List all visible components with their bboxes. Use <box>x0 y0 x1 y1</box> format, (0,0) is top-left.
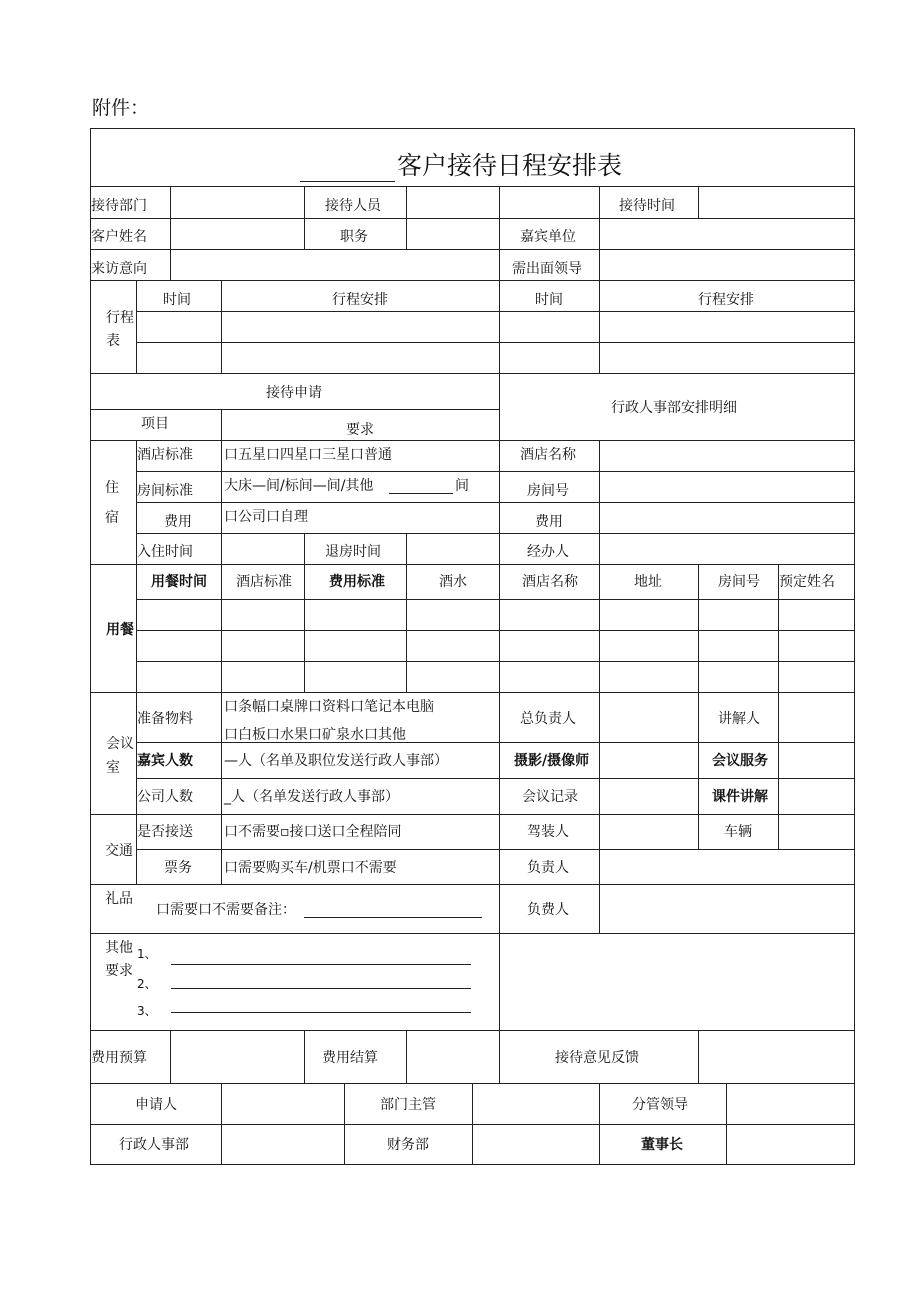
vline <box>499 692 500 884</box>
vline <box>499 933 500 1030</box>
vline <box>698 1030 699 1083</box>
dining-header-6: 房间号 <box>718 574 760 590</box>
pickup-options[interactable]: 口不需要▫接口送口全程陪同 <box>224 824 402 840</box>
hline <box>136 778 855 779</box>
ticket-options[interactable]: 口需要购买车/机票口不需要 <box>224 860 397 876</box>
dining-section: 用餐 <box>106 622 134 638</box>
label-fee: 费用 <box>164 514 192 530</box>
vline <box>406 533 407 564</box>
label-requirement: 要求 <box>346 422 374 438</box>
vline <box>599 692 600 884</box>
other-item-1: 1、 <box>137 947 157 961</box>
attachment-label: 附件： <box>92 97 150 119</box>
label-staff: 接待人员 <box>325 198 381 214</box>
vline <box>170 1030 171 1083</box>
hline <box>136 630 855 631</box>
other-item-2: 2、 <box>137 977 157 991</box>
label-driver: 驾装人 <box>527 824 569 840</box>
hline <box>136 849 855 850</box>
vline <box>221 440 222 564</box>
vline <box>499 564 500 692</box>
vline <box>599 186 600 280</box>
vline <box>599 440 600 564</box>
label-division-leader: 分管领导 <box>632 1097 688 1113</box>
label-hotel-std: 酒店标准 <box>137 447 193 463</box>
dining-header-7: 预定姓名 <box>779 574 835 590</box>
hline <box>136 502 855 503</box>
itinerary-plan-2: 行程安排 <box>698 292 754 308</box>
itinerary-section-1: 行程 <box>106 310 134 326</box>
label-leader: 需出面领导 <box>512 261 582 277</box>
vline <box>698 564 699 692</box>
hline <box>136 661 855 662</box>
other-item-3-blank[interactable] <box>171 1012 471 1013</box>
label-room-std: 房间标准 <box>137 483 193 499</box>
room-unit: 间 <box>455 478 469 494</box>
vline <box>698 186 699 218</box>
company-note[interactable]: _人（名单发送行政人事部） <box>224 789 399 805</box>
label-applicant: 申请人 <box>135 1097 177 1113</box>
gift-options[interactable]: 口需要口不需要备注： <box>156 902 296 918</box>
hline <box>136 311 855 312</box>
form-title <box>300 150 622 182</box>
label-vehicle: 车辆 <box>724 824 752 840</box>
transport-section: 交通 <box>105 843 133 859</box>
other-item-2-blank[interactable] <box>171 988 471 989</box>
itinerary-plan-1: 行程安排 <box>332 292 388 308</box>
hline <box>136 599 855 600</box>
vline <box>472 1083 473 1165</box>
hline <box>90 1030 855 1031</box>
label-guest-unit: 嘉宾单位 <box>520 229 576 245</box>
label-finance: 财务部 <box>387 1137 429 1153</box>
label-checkout: 退房时间 <box>325 544 381 560</box>
hline <box>136 342 855 343</box>
label-position: 职务 <box>340 229 368 245</box>
label-speaker: 讲解人 <box>718 711 760 727</box>
lodging-section-1: 住 <box>105 480 119 496</box>
vline <box>499 280 500 373</box>
label-owner: 负责人 <box>527 860 569 876</box>
hline <box>90 218 855 219</box>
label-dept-head: 部门主管 <box>380 1097 436 1113</box>
vline <box>726 1083 727 1165</box>
vline <box>170 186 171 280</box>
vline <box>406 564 407 692</box>
vline <box>304 1030 305 1083</box>
label-purpose: 来访意向 <box>91 261 147 277</box>
vline <box>499 186 500 280</box>
fee-options[interactable]: 口公司口自理 <box>224 509 308 525</box>
itinerary-section-2: 表 <box>106 333 120 349</box>
vline <box>221 409 222 440</box>
vline <box>599 564 600 692</box>
itinerary-time-2: 时间 <box>535 292 563 308</box>
room-count-blank[interactable] <box>389 493 453 494</box>
vline <box>304 186 305 249</box>
label-hotel-name: 酒店名称 <box>520 447 576 463</box>
label-handler: 经办人 <box>527 544 569 560</box>
vline <box>698 692 699 849</box>
vline <box>344 1083 345 1165</box>
dining-header-3: 酒水 <box>439 574 467 590</box>
vline <box>221 692 222 884</box>
label-checkin: 入住时间 <box>137 544 193 560</box>
hline <box>90 249 855 250</box>
label-admin-detail: 行政人事部安排明细 <box>611 400 737 416</box>
gift-note-blank[interactable] <box>304 917 482 918</box>
hotel-std-options[interactable]: 口五星口四星口三星口普通 <box>224 447 392 463</box>
vline <box>599 1083 600 1165</box>
label-chairman: 董事长 <box>641 1137 683 1153</box>
label-time: 接待时间 <box>619 198 675 214</box>
label-pickup: 是否接送 <box>137 824 193 840</box>
label-guests: 嘉宾人数 <box>137 753 193 769</box>
hline <box>90 440 855 441</box>
vline <box>599 884 600 933</box>
hline <box>90 564 855 565</box>
other-item-3: 3、 <box>137 1004 157 1018</box>
label-item: 项目 <box>141 416 169 432</box>
vline <box>778 692 779 849</box>
vline <box>221 280 222 373</box>
label-company-count: 公司人数 <box>137 789 193 805</box>
title-blank[interactable] <box>300 157 395 182</box>
label-gift-owner: 负费人 <box>527 902 569 918</box>
form-table <box>90 128 855 1165</box>
hline <box>136 533 855 534</box>
other-section-2: 要求 <box>105 963 133 979</box>
label-budget: 费用预算 <box>91 1050 147 1066</box>
label-ticket: 票务 <box>164 860 192 876</box>
label-chief: 总负责人 <box>520 711 576 727</box>
room-std-options[interactable]: 大床—间/标间—间/其他 <box>224 478 374 494</box>
label-settle: 费用结算 <box>322 1050 378 1066</box>
vline <box>499 884 500 933</box>
meeting-section-2: 室 <box>106 760 120 776</box>
guests-note[interactable]: —人（名单及职位发送行政人事部） <box>224 753 448 769</box>
dining-header-0: 用餐时间 <box>151 574 207 590</box>
label-materials: 准备物料 <box>137 711 193 727</box>
hline <box>90 884 855 885</box>
materials-options-2[interactable]: 口白板口水果口矿泉水口其他 <box>224 727 406 743</box>
label-client-name: 客户姓名 <box>91 229 147 245</box>
label-minutes: 会议记录 <box>522 789 578 805</box>
vline <box>221 1083 222 1165</box>
vline <box>221 564 222 692</box>
hline <box>90 280 855 281</box>
label-photo: 摄影/摄像师 <box>514 753 590 769</box>
label-apply: 接待申请 <box>266 385 322 401</box>
vline <box>406 186 407 249</box>
vline <box>406 1030 407 1083</box>
label-courseware: 课件讲解 <box>712 789 768 805</box>
title-text: 客户接待日程安排表 <box>397 151 623 180</box>
meeting-section-1: 会议 <box>106 736 134 752</box>
hline <box>136 471 855 472</box>
label-room-no: 房间号 <box>527 483 569 499</box>
label-dept: 接待部门 <box>91 198 147 214</box>
vline <box>304 564 305 692</box>
dining-header-4: 酒店名称 <box>522 574 578 590</box>
vline <box>136 280 137 373</box>
vline <box>304 533 305 564</box>
dining-header-2: 费用标准 <box>329 574 385 590</box>
hline <box>90 373 855 374</box>
hline <box>90 186 855 187</box>
vline <box>499 440 500 564</box>
lodging-section-2: 宿 <box>105 510 119 526</box>
hline <box>90 814 855 815</box>
gift-section: 礼品 <box>105 891 133 907</box>
other-item-1-blank[interactable] <box>171 964 471 965</box>
vline <box>136 564 137 692</box>
dining-header-5: 地址 <box>634 574 662 590</box>
vline <box>499 373 500 440</box>
itinerary-time-1: 时间 <box>163 292 191 308</box>
dining-header-1: 酒店标准 <box>236 574 292 590</box>
hline <box>90 933 855 934</box>
label-feedback: 接待意见反馈 <box>555 1050 639 1066</box>
label-fee-2: 费用 <box>535 514 563 530</box>
hline <box>90 409 499 410</box>
label-service: 会议服务 <box>712 753 768 769</box>
materials-options-1[interactable]: 口条幅口桌牌口资料口笔记本电脑 <box>224 699 434 715</box>
hline <box>90 692 855 693</box>
vline <box>599 280 600 373</box>
other-section-1: 其他 <box>105 940 133 956</box>
vline <box>499 1030 500 1083</box>
label-admin: 行政人事部 <box>119 1137 189 1153</box>
